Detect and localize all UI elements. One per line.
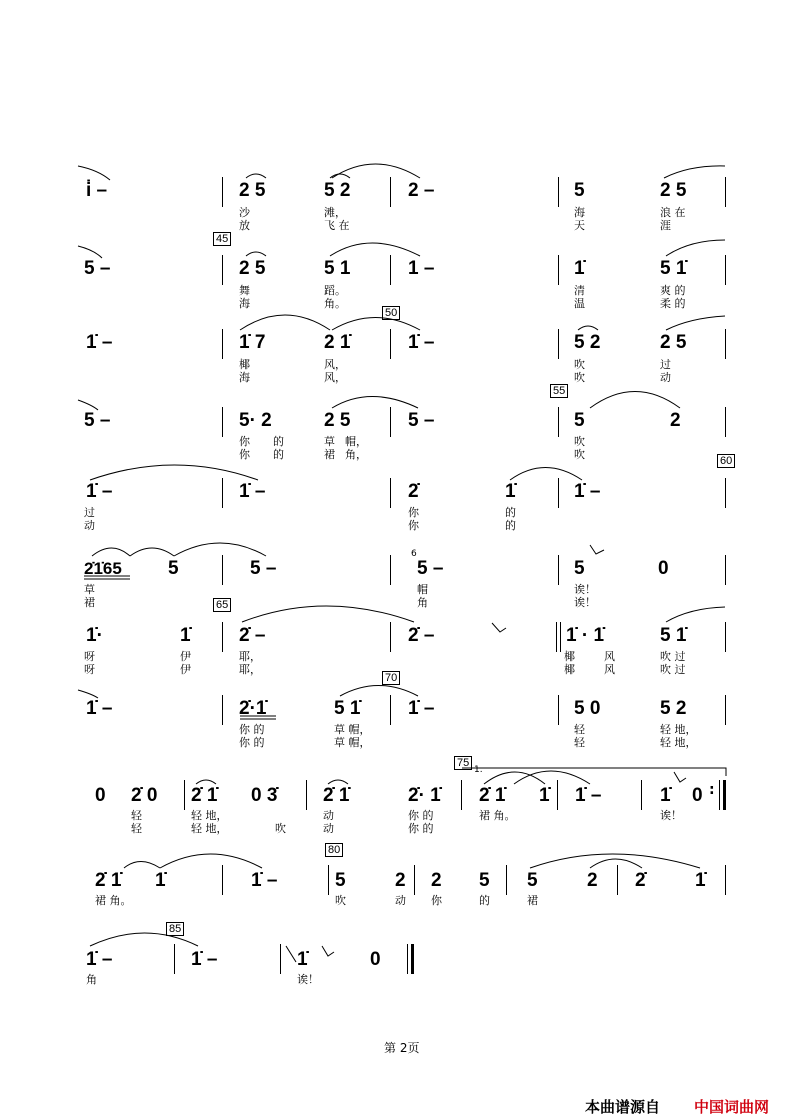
lyric: 帽 (417, 583, 428, 596)
lyric: 柔 的 (660, 297, 686, 310)
lyric: 轻 (574, 723, 585, 736)
note: 2̇ 0 (131, 785, 158, 806)
note: 5 (574, 558, 585, 579)
note: 5 (574, 410, 585, 431)
note: 1̇ – (86, 481, 113, 502)
lyric: 你 的 (408, 809, 434, 822)
note: 5 (335, 870, 346, 891)
lyric: 草 帽， (334, 723, 371, 736)
lyric: 吹 过 (660, 650, 686, 663)
slur-mark (196, 780, 216, 784)
note: 5 (168, 558, 179, 579)
note: 2̇ 1̇ (191, 785, 218, 806)
bar-number: 55 (550, 384, 568, 398)
lyric: 耶， (239, 663, 261, 676)
note: 5 1̇ (660, 258, 687, 279)
note: 2 1̇ (324, 332, 351, 353)
note: 5 – (408, 410, 435, 431)
lyric: 裙 角。 (95, 894, 132, 907)
note: 5· 2 (239, 410, 272, 431)
note: 1̇ – (408, 332, 435, 353)
note: 2 5 (660, 332, 687, 353)
slur-mark (332, 164, 420, 178)
lyric: 诶！ (660, 809, 682, 822)
lyric: 你 的 (239, 736, 265, 749)
note: 2̇·1̇ (239, 698, 267, 719)
note: 2 (670, 410, 681, 431)
lyric: 沙 (239, 206, 250, 219)
slur-mark (590, 392, 680, 409)
note: 0 (658, 558, 669, 579)
lyric: 轻 (131, 809, 142, 822)
note: 5 2 (660, 698, 687, 719)
note: 5 2 (324, 180, 351, 201)
lyric: 动 (323, 822, 334, 835)
lyric: 滩， (324, 206, 346, 219)
lyric: 角。 (324, 297, 346, 310)
slur-mark (242, 606, 414, 622)
lyric: 草 (84, 583, 95, 596)
bar-number: 85 (166, 922, 184, 936)
note: 1̇ – (86, 332, 113, 353)
note: 2 5 (239, 180, 266, 201)
lyric: 你 的 (239, 723, 265, 736)
lyric: 伊 (180, 650, 191, 663)
ornament-mark (590, 545, 604, 554)
slur-mark (332, 397, 418, 409)
slur-mark (90, 465, 258, 480)
slur-mark (578, 326, 598, 330)
lyric: 你 (239, 435, 250, 448)
slur-mark (328, 780, 348, 784)
slur-mark (666, 607, 725, 622)
lyric: 过 (660, 358, 671, 371)
note: i̇ – (86, 180, 108, 201)
note: 1̇ · 1̇ (566, 625, 605, 646)
lyric: 草 (324, 435, 335, 448)
lyric: 风， (324, 358, 346, 371)
note: 5 1̇ (334, 698, 361, 719)
lyric: 轻 (131, 822, 142, 835)
note: 1̇ – (574, 481, 601, 502)
footer-site-link[interactable]: 中国词曲网 (694, 1098, 770, 1116)
note: 1̇ – (251, 870, 278, 891)
lyric: 椰 (564, 650, 575, 663)
bar-number: 65 (213, 598, 231, 612)
note: 1̇ (155, 870, 166, 891)
lyric: 飞 在 (324, 219, 350, 232)
lyric: 椰 (564, 663, 575, 676)
lyric: 吹 (574, 371, 585, 384)
note: 5 0 (574, 698, 601, 719)
note: 2̇1̇65 (84, 559, 122, 578)
bar-number: 60 (717, 454, 735, 468)
note: 5 – (417, 558, 444, 579)
note: 1̇ – (191, 949, 218, 970)
note: 5 – (84, 258, 111, 279)
lyric: 爽 的 (660, 284, 686, 297)
note: 2̇ 1̇ (95, 870, 122, 891)
note: 2̇ – (408, 625, 435, 646)
lyric: 动 (323, 809, 334, 822)
lyric: 动 (84, 519, 95, 532)
lyric: 耶， (239, 650, 261, 663)
lyric: 你 的 (408, 822, 434, 835)
lyric: 裙 角。 (479, 809, 516, 822)
lyric: 清 (574, 284, 585, 297)
lyric: 动 (395, 894, 406, 907)
lyric: 吹 (275, 822, 286, 835)
bar-number: 80 (325, 843, 343, 857)
lyric: 蹈。 (324, 284, 346, 297)
slur-mark (530, 854, 700, 868)
slur-mark (130, 548, 174, 556)
slur-mark (510, 468, 582, 481)
slur-mark (78, 166, 110, 180)
slur-mark (78, 246, 102, 258)
lyric: 你 (408, 506, 419, 519)
lyric: 海 (574, 206, 585, 219)
ornament-mark (492, 623, 506, 632)
slur-mark (240, 315, 330, 330)
note: 0 (95, 785, 106, 806)
lyric: 天 (574, 219, 585, 232)
note: 1̇ – (239, 481, 266, 502)
note: 1̇ (574, 258, 585, 279)
note: 1̇ – (575, 785, 602, 806)
beam-underline (240, 716, 276, 719)
note: 1̇ (505, 481, 516, 502)
lyric: 诶！ (297, 973, 319, 986)
slur-mark (666, 316, 725, 330)
lyric: 裙 (324, 448, 335, 461)
lyric: 角 (86, 973, 97, 986)
lyric: 伊 (180, 663, 191, 676)
slur-mark (666, 240, 725, 256)
lyric: 呀 (84, 650, 95, 663)
footer-source-label: 本曲谱源自 (585, 1098, 661, 1116)
lyric: 椰 (239, 358, 250, 371)
lyric: 放 (239, 219, 250, 232)
lyric: 温 (574, 297, 585, 310)
lyric: 轻 地， (660, 736, 697, 749)
grace-note: 6 (411, 549, 417, 559)
note: 2 (431, 870, 442, 891)
lyric: 动 (660, 371, 671, 384)
lyric: 轻 (574, 736, 585, 749)
slur-mark (330, 243, 420, 256)
lyric: 过 (84, 506, 95, 519)
note: 1̇ (660, 785, 671, 806)
note: 2 – (408, 180, 435, 201)
slur-mark (160, 854, 262, 868)
note: 5 1̇ (660, 625, 687, 646)
note: 0 3̇ (251, 785, 278, 806)
bar-number: 75 (454, 756, 472, 770)
lyric: 诶！ (574, 583, 596, 596)
lyric: 风 (604, 663, 615, 676)
lyric: 海 (239, 297, 250, 310)
lyric: 角 (417, 596, 428, 609)
slur-mark (340, 686, 418, 697)
slur-mark (90, 933, 198, 946)
note: 5 (479, 870, 490, 891)
note: 5 (574, 180, 585, 201)
lyric: 风 (604, 650, 615, 663)
bar-number: 45 (213, 232, 231, 246)
slur-mark (246, 174, 266, 178)
lyric: 舞 (239, 284, 250, 297)
note: 0 (692, 785, 703, 806)
note: 2̇ (635, 870, 646, 891)
note: 5 1 (324, 258, 351, 279)
note: 2̇ (408, 481, 419, 502)
bar-number: 70 (382, 671, 400, 685)
lyric: 呀 (84, 663, 95, 676)
lyric: 吹 (335, 894, 346, 907)
note: 1̇ (539, 785, 550, 806)
note: 2̇ – (239, 625, 266, 646)
repeat-dots: : (709, 782, 715, 798)
page-number: 第 2页 (384, 1041, 420, 1055)
note: 1̇ (180, 625, 191, 646)
note: 2 5 (239, 258, 266, 279)
bar-number: 50 (382, 306, 400, 320)
note: 5 – (250, 558, 277, 579)
note: 2 5 (324, 410, 351, 431)
note: 1̇ 7 (239, 332, 266, 353)
lyric: 浪 在 (660, 206, 686, 219)
note: 1̇ – (408, 698, 435, 719)
lyric: 裙 (527, 894, 538, 907)
lyric: 吹 (574, 358, 585, 371)
note: 2̇ 1̇ (479, 785, 506, 806)
note: 2̇ 1̇ (323, 785, 350, 806)
lyric: 的 (273, 435, 284, 448)
note: 1̇· (86, 625, 103, 646)
note: 2 5 (660, 180, 687, 201)
ornament-mark (322, 946, 334, 956)
note: 2 (395, 870, 406, 891)
lyric: 你 (431, 894, 442, 907)
lyric: 轻 地， (660, 723, 697, 736)
slur-mark (124, 862, 160, 869)
lyric: 草 帽， (334, 736, 371, 749)
slur-mark (246, 252, 266, 256)
note: 1̇ – (86, 949, 113, 970)
lyric: 涯 (660, 219, 671, 232)
lyric: 裙 (84, 596, 95, 609)
lyric: 的 (479, 894, 490, 907)
slur-mark (332, 318, 420, 331)
lyric: 轻 地， (191, 822, 228, 835)
lyric: 你 (408, 519, 419, 532)
lyric: 诶！ (574, 596, 596, 609)
lyric: 吹 (574, 435, 585, 448)
note: 1 – (408, 258, 435, 279)
note: 1̇ – (86, 698, 113, 719)
ornament-mark (286, 946, 296, 962)
lyric: 角， (345, 448, 367, 461)
lyric: 帽， (345, 435, 367, 448)
slur-mark (92, 548, 130, 556)
note: 2̇· 1̇ (408, 785, 441, 806)
lyric: 的 (273, 448, 284, 461)
slur-mark (664, 166, 725, 178)
lyric: 的 (505, 506, 516, 519)
lyric: 的 (505, 519, 516, 532)
note: 1̇ (695, 870, 706, 891)
lyric: 吹 过 (660, 663, 686, 676)
lyric: 吹 (574, 448, 585, 461)
lyric: 你 (239, 448, 250, 461)
note: 2 (587, 870, 598, 891)
slur-mark (174, 543, 266, 556)
note: 5 2 (574, 332, 601, 353)
slur-mark (78, 690, 98, 698)
note: 5 (527, 870, 538, 891)
beam-underline (84, 576, 130, 579)
lyric: 轻 地， (191, 809, 228, 822)
note: 0 (370, 949, 381, 970)
note: 5 – (84, 410, 111, 431)
note: 1̇ (297, 949, 308, 970)
ornament-mark (674, 772, 686, 782)
slur-mark (484, 772, 545, 784)
volta-label: 1. (474, 765, 483, 775)
slur-mark (590, 859, 642, 868)
lyric: 风， (324, 371, 346, 384)
lyric: 海 (239, 371, 250, 384)
slur-mark (78, 400, 98, 410)
volta-bracket (462, 768, 726, 776)
